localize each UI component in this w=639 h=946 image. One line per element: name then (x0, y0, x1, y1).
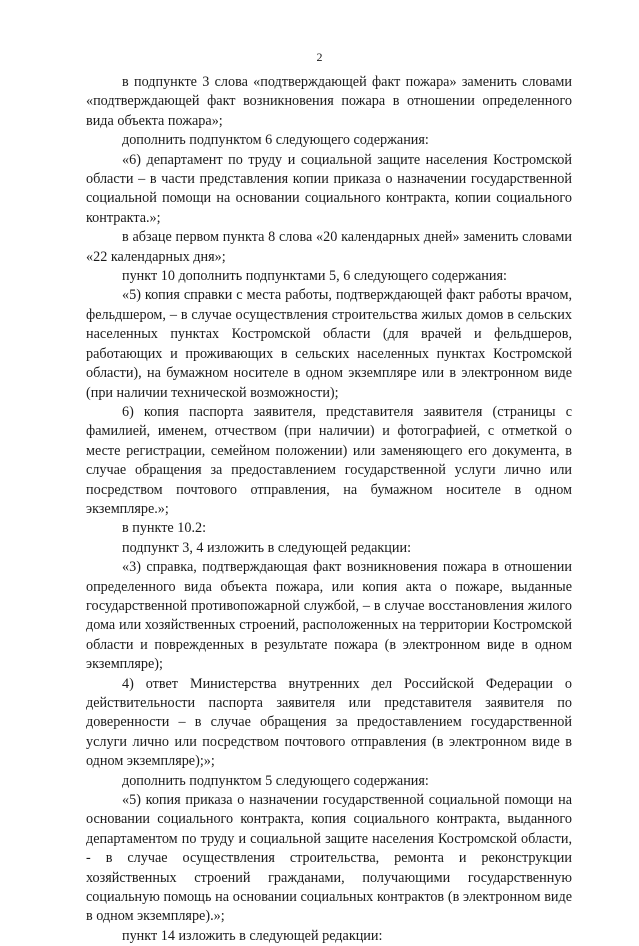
paragraph-3: «6) департамент по труду и социальной защите населения Костромской области – в части представления копии приказа о назначении государственной социальной помощи на основании социального контракта, копии социального контракта.»; (86, 151, 572, 226)
paragraph-9: подпункт 3, 4 изложить в следующей редакции: (122, 539, 412, 556)
page-number: 2 (316, 50, 323, 64)
paragraph-5: пункт 10 дополнить подпунктами 5, 6 следующего содержания: (122, 268, 507, 285)
paragraph-11: 4) ответ Министерства внутренних дел Российской Федерации о действительности паспорта заявителя или представителя заявителя по доверенности – в случае обращения за предоставлением государственной услуги лично или посредством почтового отправления (в электронном виде в одном экземпляре);»; (86, 675, 572, 770)
document-body (86, 73, 572, 946)
paragraph-2: дополнить подпунктом 6 следующего содержания: (122, 132, 429, 149)
paragraph-10: «3) справка, подтверждающая факт возникновения пожара в отношении определенного вида объекта пожара, или копия акта о пожаре, выданные государственной противопожарной службой, – в случае восстановления жилого дома или хозяйственных строений, расположенных на территории Костромской области и поврежденных в результате пожара (в электронном виде в одном экземпляре); (86, 559, 572, 673)
paragraph-6: «5) копия справки с места работы, подтверждающей факт работы врачом, фельдшером, – в случае осуществления строительства жилых домов в сельских населенных пунктах Костромской области (для врачей и фельдшеров, работающих и проживающих в сельских населенных пунктах Костромской области), на бумажном носителе в одном экземпляре или в электронном виде (при наличии технической возможности); (86, 287, 572, 401)
paragraph-13: «5) копия приказа о назначении государственной социальной помощи на основании социального контракта, копия социального контракта, выданного департаментом по труду и социальной защите населения Костромской области, - в случае осуществления строительства, ремонта и реконструкции хозяйственных строений гражданами, получающими государственную социальную помощь на основании социальных контрактов (в электронном виде в одном экземпляре).»; (86, 792, 572, 925)
paragraph-4: в абзаце первом пункта 8 слова «20 календарных дней» заменить словами «22 календарных дня»; (86, 229, 572, 265)
paragraph-1: в подпункте 3 слова «подтверждающей факт пожара» заменить словами «подтверждающей факт возникновения пожара в отношении определенного вида объекта пожара»; (86, 74, 572, 129)
paragraph-14: пункт 14 изложить в следующей редакции: (122, 927, 383, 944)
paragraph-12: дополнить подпунктом 5 следующего содержания: (122, 772, 429, 789)
paragraph-8: в пункте 10.2: (122, 520, 207, 537)
paragraph-7: 6) копия паспорта заявителя, представителя заявителя (страницы с фамилией, именем, отчеством (при наличии) и фотографией, с отметкой о месте регистрации, семейном положении) или заменяющего его документа, в случае обращения за предоставлением государственной услуги лично или посредством почтового отправления, на бумажном носителе в одном экземпляре.»; (86, 403, 572, 517)
